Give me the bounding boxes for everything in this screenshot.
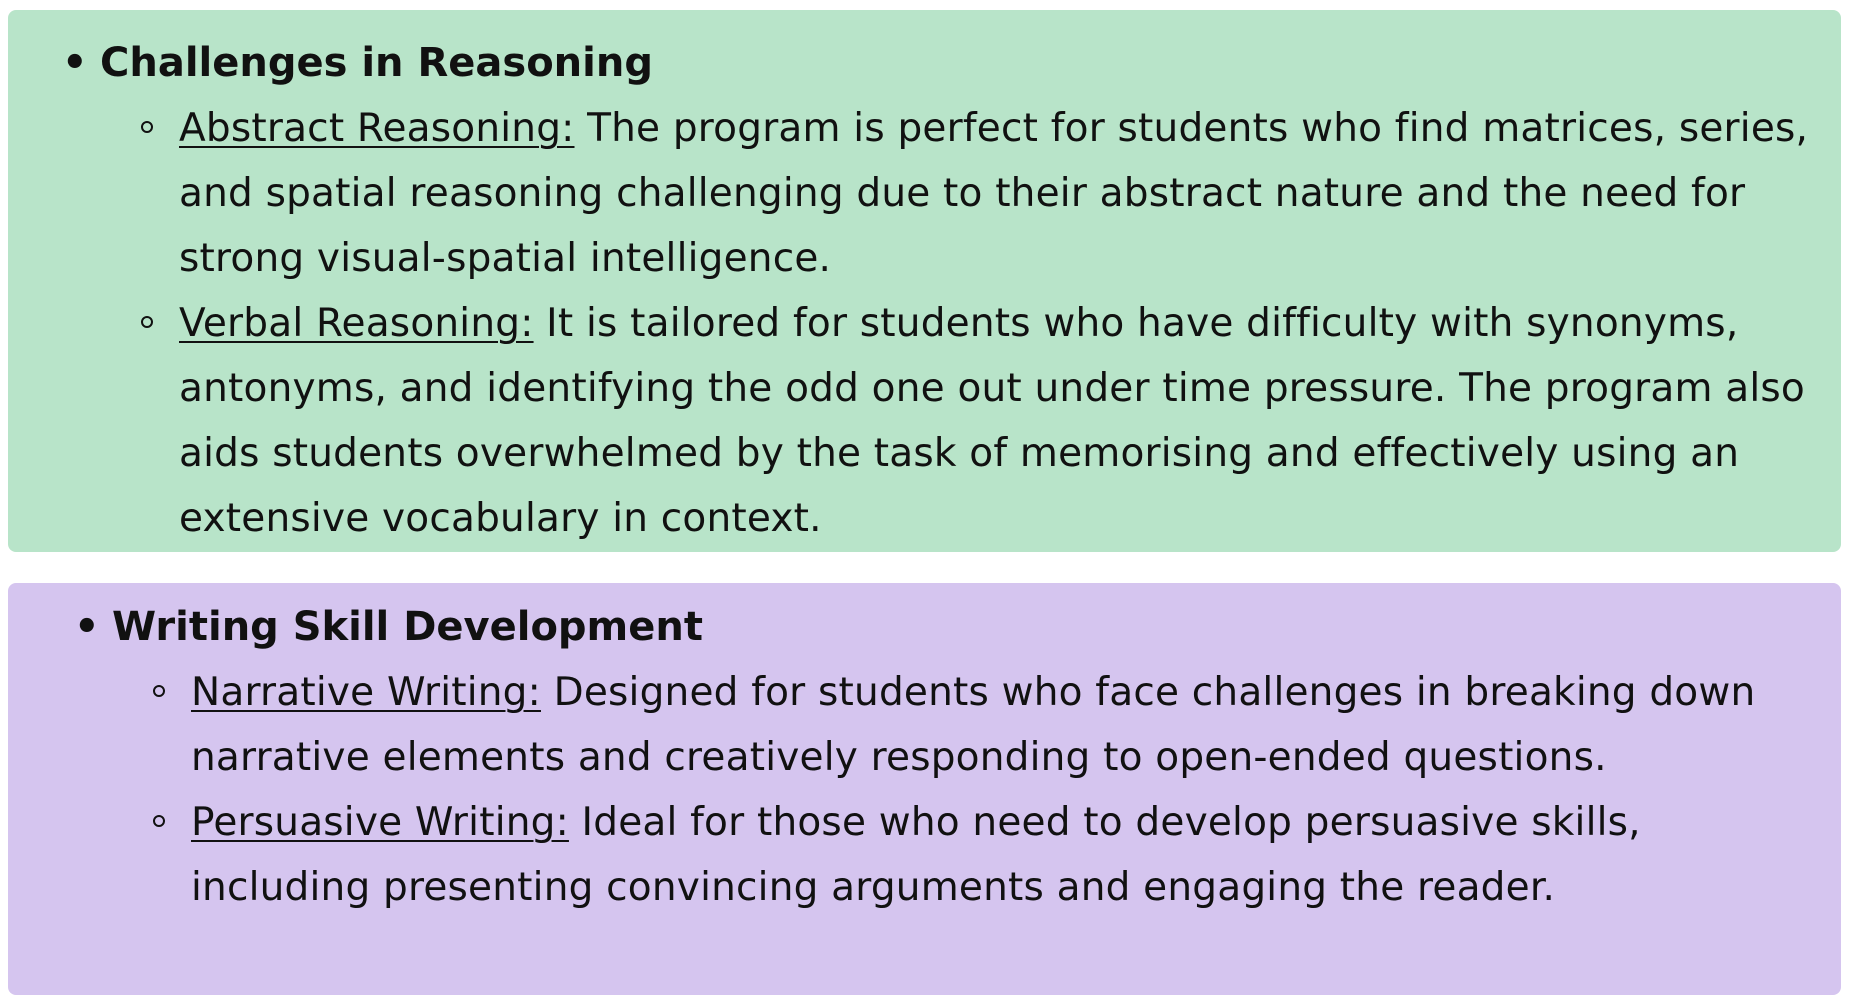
- sub-list: [191, 660, 1831, 920]
- list-item: [179, 291, 1829, 551]
- item-term: Narrative Writing:: [191, 670, 541, 715]
- item-term: Verbal Reasoning:: [179, 301, 534, 346]
- section-heading: [62, 31, 653, 96]
- bullet-icon: •: [74, 604, 100, 650]
- hollow-bullet-icon: [153, 815, 165, 827]
- writing-skills-panel: [8, 583, 1841, 995]
- reasoning-challenges-panel: [8, 10, 1841, 552]
- hollow-bullet-icon: [141, 121, 153, 133]
- item-text: Ideal for those who need to develop persuasive skills, including presenting convincing arguments and engaging the reader.: [191, 800, 1641, 910]
- item-text: The program is perfect for students who find matrices, series, and spatial reasoning challenging due to their abstract nature and the need for strong visual-spatial intelligence.: [179, 106, 1809, 281]
- list-item: [191, 790, 1831, 920]
- section-heading: [74, 595, 703, 660]
- list-item: [179, 96, 1829, 291]
- section-heading-text: Challenges in Reasoning: [100, 40, 653, 86]
- item-term: Abstract Reasoning:: [179, 106, 575, 151]
- hollow-bullet-icon: [153, 685, 165, 697]
- bullet-icon: •: [62, 40, 88, 86]
- item-text: Designed for students who face challenges in breaking down narrative elements and creatively responding to open-ended questions.: [191, 670, 1756, 780]
- item-term: Persuasive Writing:: [191, 800, 569, 845]
- sub-list: [179, 96, 1829, 551]
- list-item: [191, 660, 1831, 790]
- section-heading-text: Writing Skill Development: [112, 604, 703, 650]
- item-text: It is tailored for students who have difficulty with synonyms, antonyms, and identifying the odd one out under time pressure. The program also aids students overwhelmed by the task of memorising and effectively using an extensive vocabulary in context.: [179, 301, 1805, 541]
- hollow-bullet-icon: [141, 316, 153, 328]
